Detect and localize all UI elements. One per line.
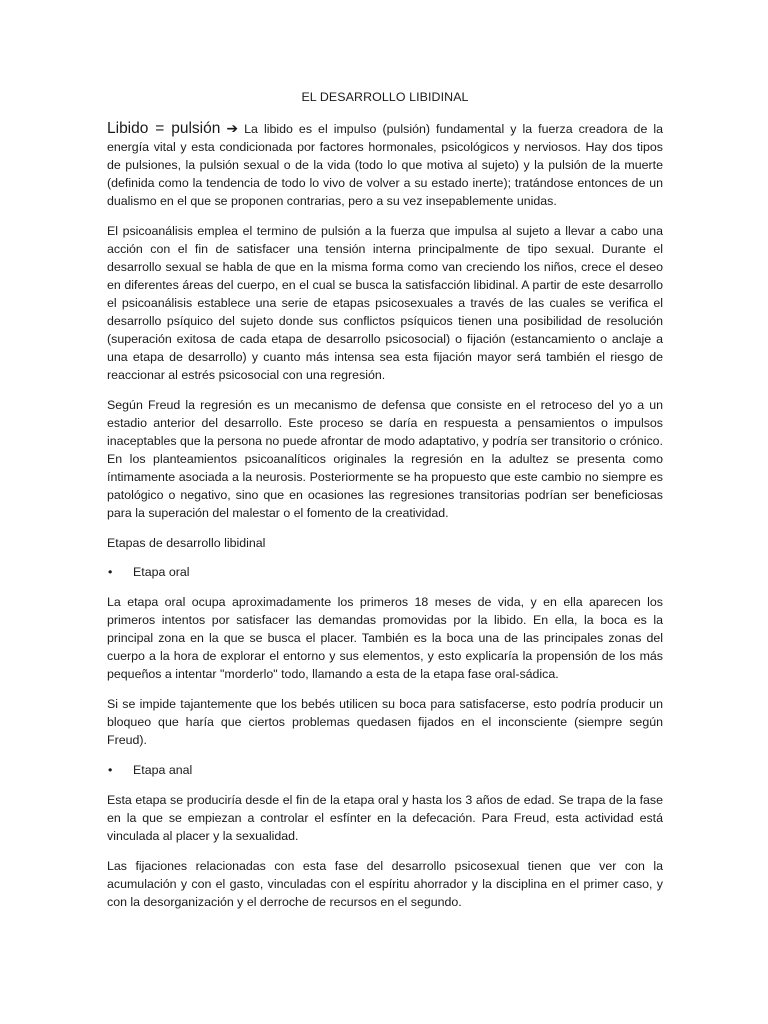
body-paragraph: El psicoanálisis emplea el termino de pulsión a la fuerza que impulsa al sujeto a llevar a cabo una acción con el fin de satisfacer una tensión interna principalmente de tipo sexual. Durante el desarrollo sexual se habla de que en la misma forma como van creciendo los niños, crece el deseo en diferentes áreas del cuerpo, en el cual se busca la satisfacción libidinal. A partir de este desarrollo el psicoanálisis establece una serie de etapas psicosexuales a través de las cuales se verifica el desarrollo psíquico del sujeto donde sus conflictos psíquicos tienen una posibilidad de resolución (superación exitosa de cada etapa de desarrollo psicosocial) o fijación (estancamiento o anclaje a una etapa de desarrollo) y cuanto más intensa sea esta fijación mayor será también el riesgo de reaccionar al estrés psicosocial con una regresión. — [107, 224, 663, 382]
intro-text: La libido es el impulso (pulsión) fundamental y la fuerza creadora de la energía vital y esta condicionada por factores hormonales, psicológicos y nerviosos. Hay dos tipos de pulsiones, la pulsión sexual o de la vida (todo lo que motiva al sujeto) y la pulsión de la muerte (definida como la tendencia de todo lo vivo de volver a su estado inerte); tratándose entonces de un dualismo en el que se proponen contrarias, pero a su vez insepablemente unidas. — [107, 122, 664, 208]
intro-paragraph — [107, 119, 663, 210]
stage-bullet-oral — [107, 563, 663, 581]
stage-paragraph: Las fijaciones relacionadas con esta fase del desarrollo psicosexual tienen que ver con la acumulación y con el gasto, vinculadas con el espíritu ahorrador y la disciplina en el primer caso, y con la desorganización y el derroche de recursos en el segundo. — [107, 859, 663, 909]
stage-title: Etapa anal — [133, 763, 193, 777]
stage-title: Etapa oral — [133, 565, 190, 579]
stage-bullet-anal — [107, 761, 663, 779]
right-arrow-icon: ➔ — [226, 120, 239, 136]
stage-paragraph: La etapa oral ocupa aproximadamente los primeros 18 meses de vida, y en ella aparecen los primeros intentos por satisfacer las demandas promovidas por la libido. En ella, la boca es la principal zona en la que se busca el placer. También es la boca una de las principales zonas del cuerpo a la hora de explorar el entorno y sus elementos, y esto explicaría la propensión de los más pequeños a intentar "morderlo" todo, llamando a esta de la etapa fase oral-sádica. — [107, 595, 663, 681]
bullet-icon: • — [108, 763, 113, 777]
section-heading: Etapas de desarrollo libidinal — [107, 536, 266, 550]
stage-paragraph: Si se impide tajantemente que los bebés utilicen su boca para satisfacerse, esto podría producir un bloqueo que haría que ciertos problemas quedasen fijados en el inconsciente (siempre según Freud). — [107, 697, 663, 747]
body-paragraph: Según Freud la regresión es un mecanismo de defensa que consiste en el retroceso del yo a un estadio anterior del desarrollo. Este proceso se daría en respuesta a pensamientos o impulsos inaceptables que la persona no puede afrontar de modo adaptativo, y podría ser transitorio o crónico. En los planteamientos psicoanalíticos originales la regresión en la adultez se presenta como íntimamente asociada a la neurosis. Posteriormente se ha propuesto que este cambio no siempre es patológico o negativo, sino que en ocasiones las regresiones transitorias podrían ser beneficiosas para la superación del malestar o el fomento de la creatividad. — [107, 398, 663, 520]
stage-paragraph: Esta etapa se produciría desde el fin de la etapa oral y hasta los 3 años de edad. Se trapa de la fase en la que se empiezan a controlar el esfínter en la defecación. Para Freud, esta actividad está vinculada al placer y la sexualidad. — [107, 793, 663, 843]
document-title: EL DESARROLLO LIBIDINAL — [301, 90, 469, 104]
document-page — [107, 88, 663, 923]
libido-lead: Libido = pulsión — [107, 120, 221, 137]
bullet-icon: • — [108, 565, 113, 579]
